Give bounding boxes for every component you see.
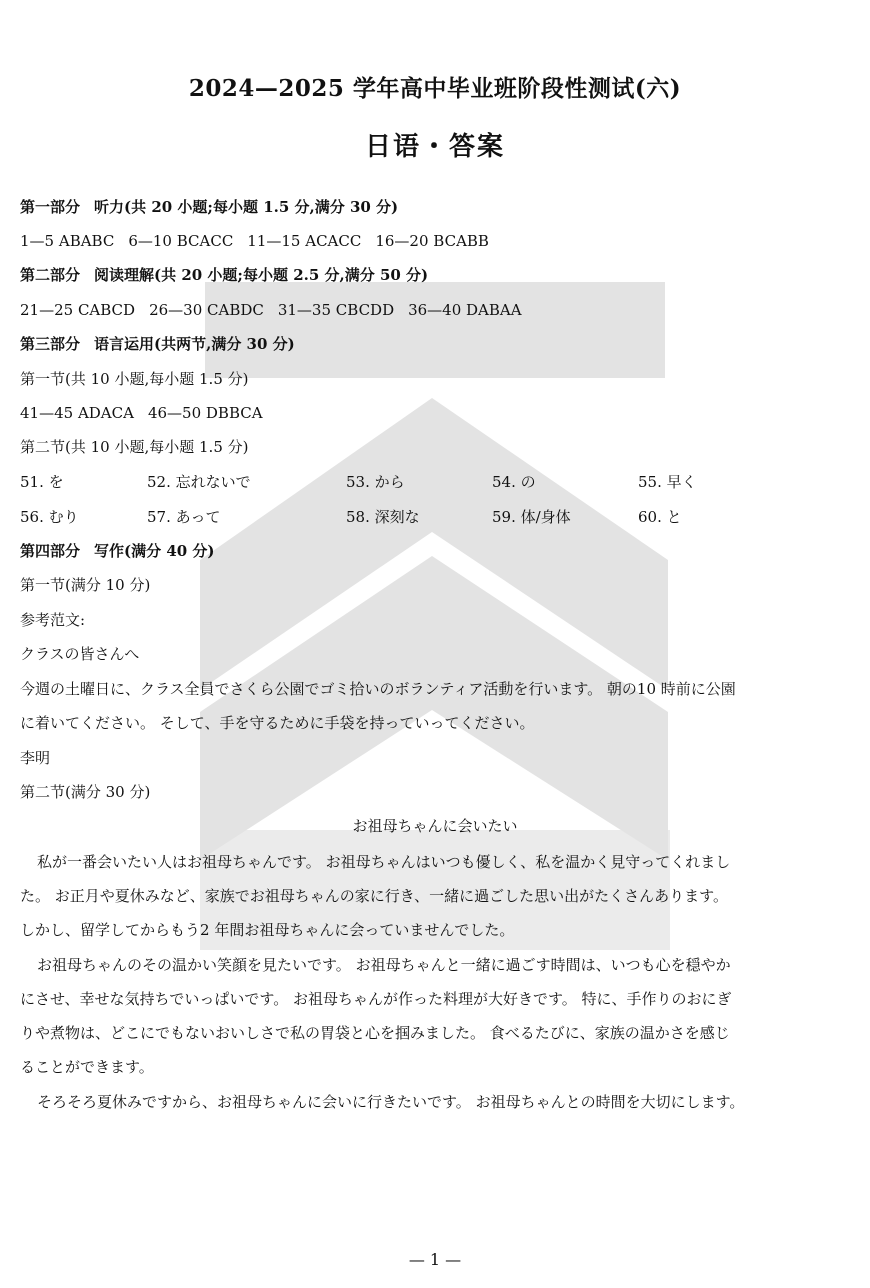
essay-paragraph <box>20 1091 850 1125</box>
fill-answer: 57. あって <box>147 508 221 526</box>
fill-answer: 59. 体/身体 <box>492 508 571 526</box>
document-title: 2024—2025 学年高中毕业班阶段性测试(六) <box>188 75 682 102</box>
part4-section2-label: 第二节(满分 30 分) <box>20 783 151 801</box>
letter-greeting: クラスの皆さんへ <box>20 645 140 663</box>
essay-line: しかし、留学してからもう2 年間お祖母ちゃんに会っていませんでした。 <box>20 921 515 939</box>
answer-group: 36—40 DABAA <box>408 301 522 319</box>
answer-group: 26—30 CABDC <box>149 301 264 319</box>
part1-heading <box>20 196 850 218</box>
letter-body-line: 今週の土曜日に、クラス全員でさくら公園でゴミ拾いのボランティア活動を行います。 朝の10 時前に公園 <box>20 680 736 698</box>
essay-line: りや煮物は、どこにでもないおいしさで私の胃袋と心を掴みました。 食べるたびに、家族の温かさを感じ <box>20 1024 730 1042</box>
reference-label: 参考范文: <box>20 611 86 629</box>
part1-label: 第一部分 <box>20 198 81 216</box>
part1-answers <box>20 230 850 252</box>
letter-body-line: に着いてください。 そして、手を守るために手袋を持っていってください。 <box>20 714 535 732</box>
answer-group: 6—10 BCACC <box>128 232 234 250</box>
letter-signature: 李明 <box>20 749 51 767</box>
fill-answer: 52. 忘れないで <box>147 473 251 491</box>
answer-group: 16—20 BCABB <box>375 232 489 250</box>
essay-line: お祖母ちゃんのその温かい笑顔を見たいです。 お祖母ちゃんと一緒に過ごす時間は、いつも心を穏やか <box>37 956 731 974</box>
answer-group: 1—5 ABABC <box>20 232 115 250</box>
part3-section2-label: 第二节(共 10 小题,每小题 1.5 分) <box>20 438 249 456</box>
part3-section1-label: 第一节(共 10 小题,每小题 1.5 分) <box>20 370 249 388</box>
part4-label: 第四部分 <box>20 542 81 560</box>
essay-line: ることができます。 <box>20 1058 154 1076</box>
part3-title: 语言运用(共两节,满分 30 分) <box>94 335 295 353</box>
part3-label: 第三部分 <box>20 335 81 353</box>
part2-title: 阅读理解(共 20 小题;每小题 2.5 分,满分 50 分) <box>94 266 429 284</box>
answer-group: 11—15 ACACC <box>247 232 362 250</box>
part2-answers <box>20 299 850 321</box>
part2-label: 第二部分 <box>20 266 81 284</box>
essay-line: にさせ、幸せな気持ちでいっぱいです。 お祖母ちゃんが作った料理が大好きです。 特に、手作りのおにぎ <box>20 990 732 1008</box>
part3-section1-answers <box>20 402 850 424</box>
document-subtitle: 日语・答案 <box>364 132 505 162</box>
fill-answer: 60. と <box>638 508 682 526</box>
essay-line: 私が一番会いたい人はお祖母ちゃんです。 お祖母ちゃんはいつも優しく、私を温かく見守ってくれまし <box>37 853 731 871</box>
essay-line: た。 お正月や夏休みなど、家族でお祖母ちゃんの家に行き、一緒に過ごした思い出がたくさんあります。 <box>20 887 728 905</box>
essay-title: お祖母ちゃんに会いたい <box>352 817 518 835</box>
answer-group: 21—25 CABCD <box>20 301 136 319</box>
part1-title: 听力(共 20 小题;每小题 1.5 分,满分 30 分) <box>94 198 399 216</box>
fill-answer: 54. の <box>492 473 536 491</box>
fill-answer: 58. 深刻な <box>346 508 420 526</box>
fill-answer: 56. むり <box>20 508 79 526</box>
part4-heading <box>20 540 850 562</box>
fill-answer: 53. から <box>346 473 405 491</box>
answer-group: 46—50 DBBCA <box>147 404 263 422</box>
answer-group: 31—35 CBCDD <box>277 301 395 319</box>
part4-title: 写作(满分 40 分) <box>94 542 215 560</box>
essay-line: そろそろ夏休みですから、お祖母ちゃんに会いに行きたいです。 お祖母ちゃんとの時間を大切にします。 <box>37 1093 745 1111</box>
part2-heading <box>20 264 850 286</box>
part4-section1-label: 第一节(满分 10 分) <box>20 576 151 594</box>
answer-group: 41—45 ADACA <box>20 404 134 422</box>
fill-answer: 55. 早く <box>638 473 697 491</box>
essay-paragraph <box>20 954 850 1090</box>
fill-answer: 51. を <box>20 473 64 491</box>
part3-heading <box>20 333 850 355</box>
page-number: — 1 — <box>408 1250 462 1269</box>
essay-paragraph <box>20 851 850 953</box>
